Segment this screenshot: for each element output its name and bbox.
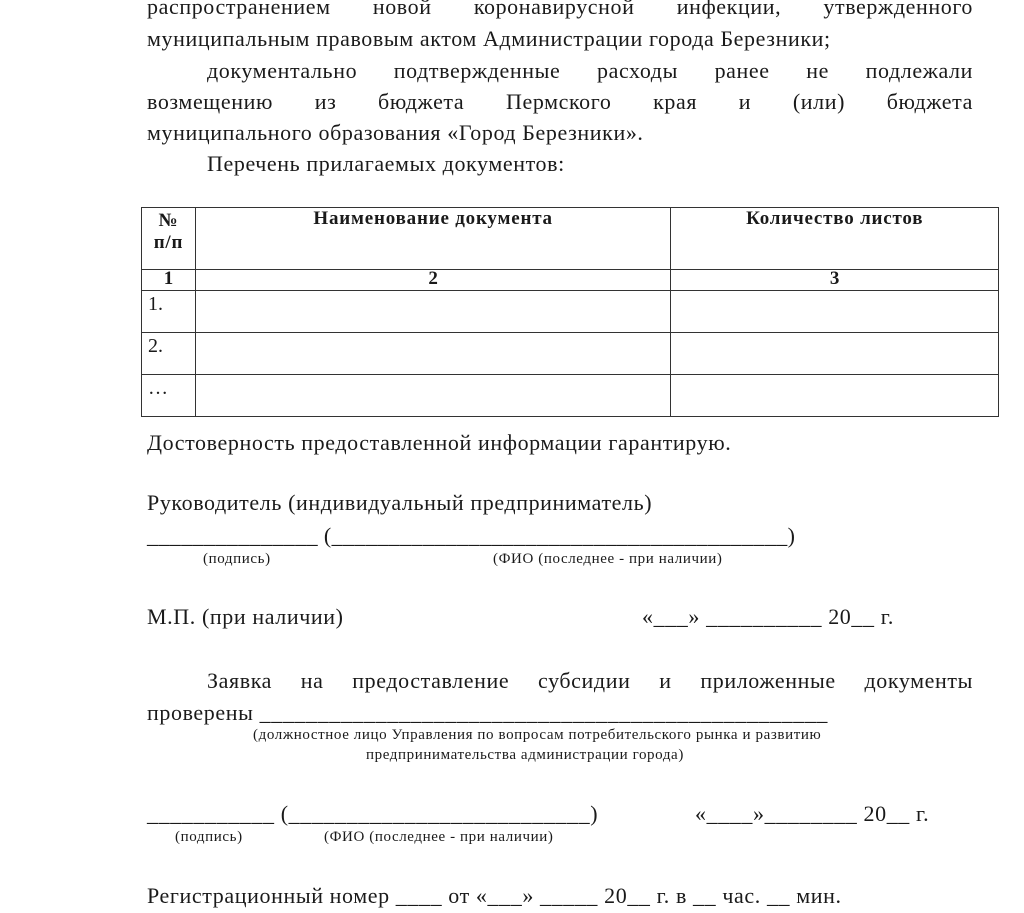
head-fio-caption: (ФИО (последнее - при наличии)	[493, 551, 723, 567]
table-row	[142, 333, 999, 375]
intro-line-2: муниципальным правовым актом Администрации города Березники;	[147, 26, 831, 51]
intro-line-1: распространением новой коронавирусной инфекции, утвержденного	[147, 0, 973, 19]
sheet-count-cell[interactable]	[671, 291, 999, 333]
head-signature-caption: (подпись)	[203, 551, 271, 567]
check-line-1: Заявка на предоставление субсидии и приложенные документы	[207, 668, 973, 693]
row-number: …	[142, 375, 196, 417]
stamp-label: М.П. (при наличии)	[147, 604, 344, 629]
head-title: Руководитель (индивидуальный предприниматель)	[147, 490, 653, 515]
sheet-count-cell[interactable]	[671, 375, 999, 417]
document-name-cell[interactable]	[195, 375, 670, 417]
intro-line-4: возмещению из бюджета Пермского края и (или) бюджета	[147, 89, 973, 114]
row-number: 1.	[142, 291, 196, 333]
header-document-name: Наименование документа	[195, 208, 670, 270]
check-caption-1: (должностное лицо Управления по вопросам потребительского рынка и развитию	[253, 727, 822, 743]
column-number-1: 1	[142, 270, 196, 291]
document-name-cell[interactable]	[195, 291, 670, 333]
head-date-line[interactable]: «___» __________ 20__ г.	[642, 604, 894, 629]
header-number: № п/п	[142, 208, 196, 270]
documents-list-heading: Перечень прилагаемых документов:	[207, 151, 565, 176]
check-date-line[interactable]: «____»________ 20__ г.	[695, 801, 930, 826]
table-column-numbers-row	[142, 270, 999, 291]
intro-line-5: муниципального образования «Город Березники».	[147, 120, 644, 145]
intro-line-3: документально подтвержденные расходы ранее не подлежали	[207, 58, 973, 83]
check-signature-caption: (подпись)	[175, 829, 243, 845]
check-caption-2: предпринимательства администрации города)	[366, 747, 684, 763]
guarantee-statement: Достоверность предоставленной информации гарантирую.	[147, 430, 732, 455]
column-number-2: 2	[195, 270, 670, 291]
table-row	[142, 375, 999, 417]
header-sheet-count: Количество листов	[671, 208, 999, 270]
column-number-3: 3	[671, 270, 999, 291]
registration-line[interactable]: Регистрационный номер ____ от «___» _____ 20__ г. в __ час. __ мин.	[147, 883, 842, 908]
sheet-count-cell[interactable]	[671, 333, 999, 375]
head-signature-line[interactable]: _______________ (________________________________________)	[147, 523, 796, 548]
table-row	[142, 291, 999, 333]
row-number: 2.	[142, 333, 196, 375]
check-fio-caption: (ФИО (последнее - при наличии)	[324, 829, 554, 845]
check-line-2[interactable]: проверены _________________________________________________	[147, 700, 829, 725]
table-header-row	[142, 208, 999, 270]
documents-table	[141, 207, 999, 417]
document-name-cell[interactable]	[195, 333, 670, 375]
check-signature-line[interactable]: ___________ (__________________________)	[147, 801, 599, 826]
